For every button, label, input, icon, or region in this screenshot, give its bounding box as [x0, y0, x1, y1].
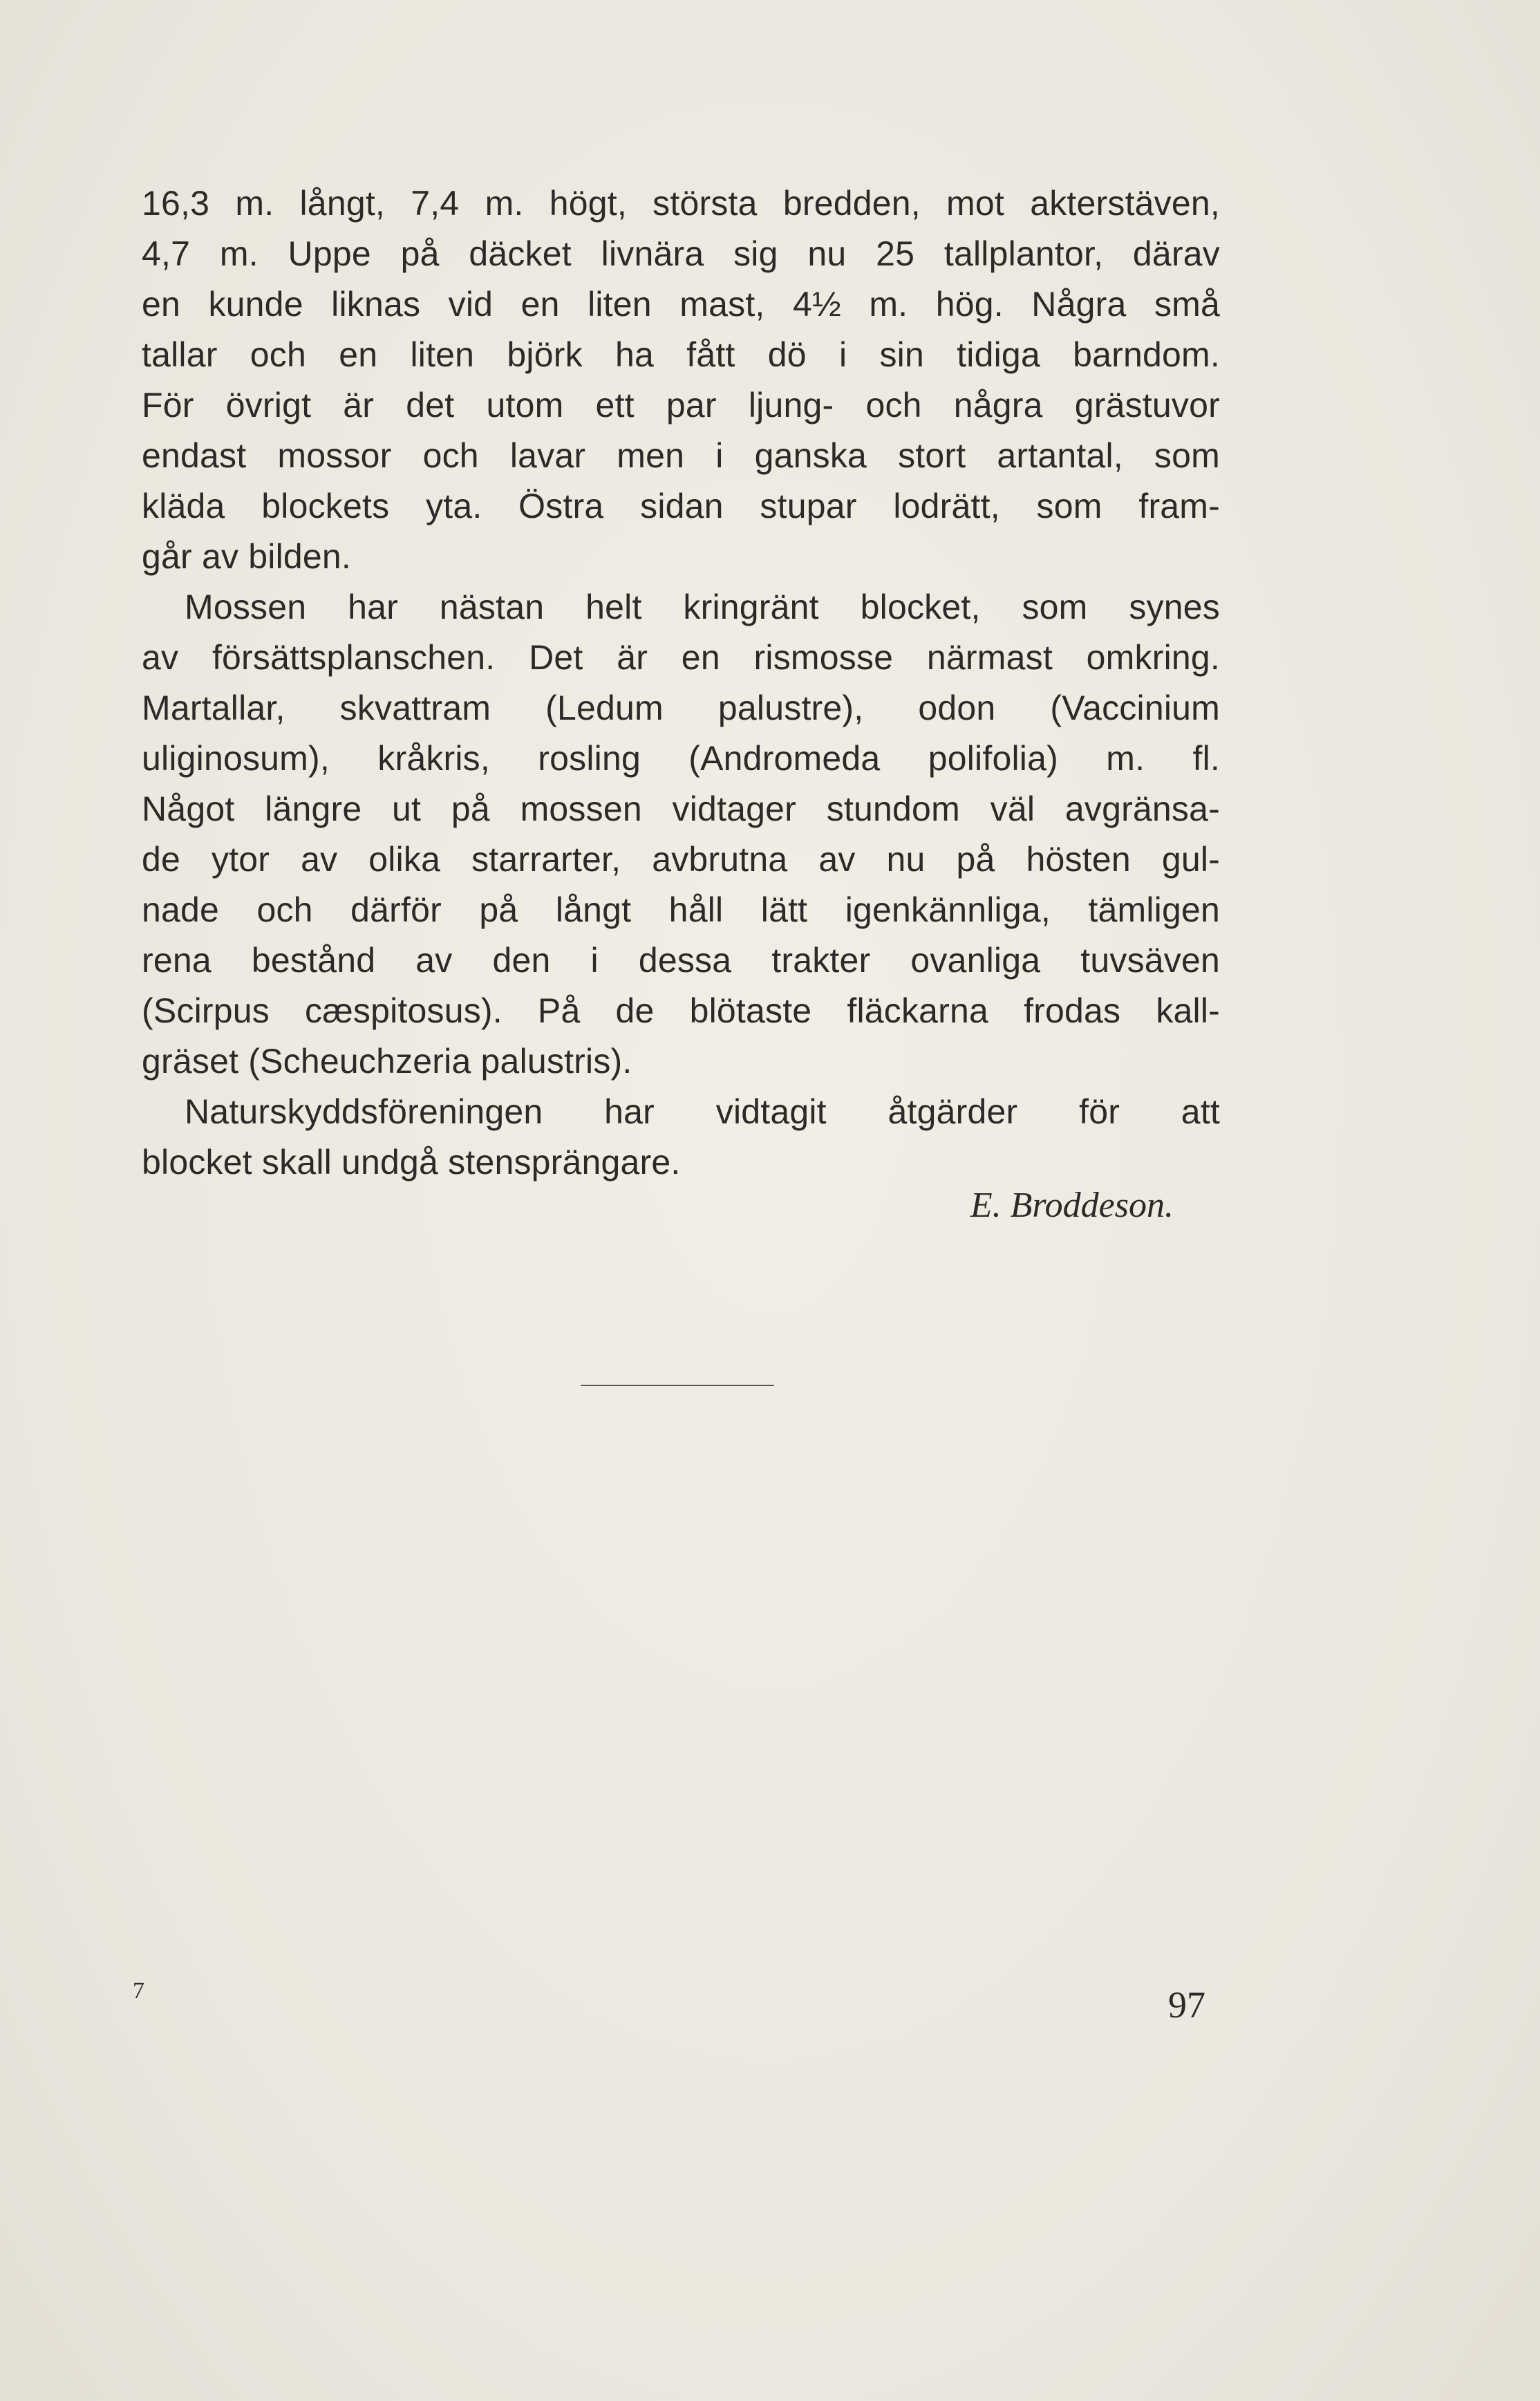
text-line: de ytor av olika starrarter, avbrutna av nu på hösten gul- — [142, 840, 1220, 879]
text-line: tallar och en liten björk ha fått dö i sin tidiga barndom. — [142, 335, 1220, 374]
text-line: uliginosum), kråkris, rosling (Andromeda polifolia) m. fl. — [142, 739, 1220, 778]
text-line: nade och därför på långt håll lätt igenkännliga, tämligen — [142, 890, 1220, 929]
text-line: (Scirpus cæspitosus). På de blötaste fläckarna frodas kall- — [142, 991, 1220, 1030]
text-line: För övrigt är det utom ett par ljung- och några grästuvor — [142, 386, 1220, 424]
text-line: rena bestånd av den i dessa trakter ovanliga tuvsäven — [142, 941, 1220, 980]
page-number: 97 — [1168, 1984, 1205, 2026]
text-line: endast mossor och lavar men i ganska stort artantal, som — [142, 436, 1220, 475]
author-signature: E. Broddeson. — [970, 1186, 1174, 1225]
text-line: blocket skall undgå stensprängare. — [142, 1143, 681, 1181]
text-line: går av bilden. — [142, 537, 351, 576]
text-line: Något längre ut på mossen vidtager stundom väl avgränsa- — [142, 790, 1220, 828]
section-divider — [581, 1385, 774, 1386]
text-line: en kunde liknas vid en liten mast, 4½ m. hög. Några små — [142, 285, 1220, 324]
text-line: Naturskyddsföreningen har vidtagit åtgärder för att — [185, 1092, 1220, 1131]
body-text — [142, 178, 1220, 1188]
text-line: Mossen har nästan helt kringränt blocket, som synes — [185, 588, 1220, 626]
text-line: Martallar, skvattram (Ledum palustre), odon (Vaccinium — [142, 689, 1220, 727]
sheet-signature-mark: 7 — [133, 1978, 144, 2003]
text-line: kläda blockets yta. Östra sidan stupar lodrätt, som fram- — [142, 487, 1220, 525]
text-line: 16,3 m. långt, 7,4 m. högt, största bredden, mot akterstäven, — [142, 184, 1220, 223]
text-line: gräset (Scheuchzeria palustris). — [142, 1042, 632, 1081]
text-line: av försättsplanschen. Det är en rismosse närmast omkring. — [142, 638, 1220, 677]
text-line: 4,7 m. Uppe på däcket livnära sig nu 25 tallplantor, därav — [142, 234, 1220, 273]
